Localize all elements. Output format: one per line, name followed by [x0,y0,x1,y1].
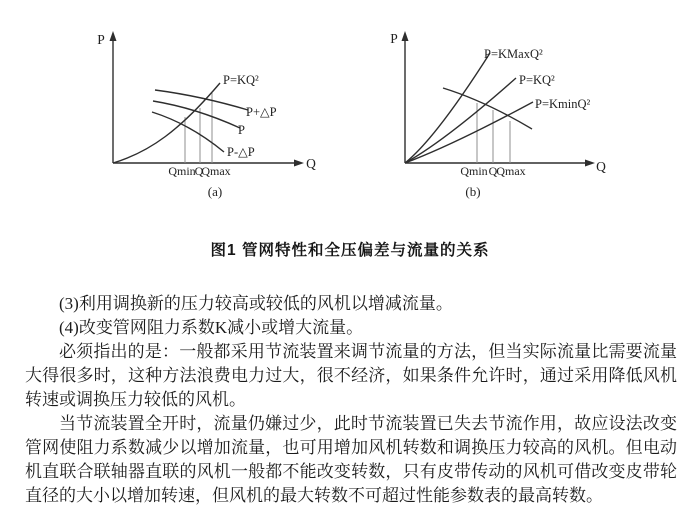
x-axis-arrow-icon [294,160,304,167]
x-axis-label: Q [306,156,316,171]
x-axis-label: Q [596,159,606,174]
body-text [25,292,677,508]
k-curve-label: P=KQ² [519,73,555,87]
x-axis-arrow-icon [585,160,595,167]
kmin-curve-label: P=KminQ² [535,97,591,111]
fan-curve [443,88,532,129]
diagram-a-tag: (a) [207,184,223,199]
fan-plus-label: P+△P [246,105,277,119]
system-curve-label: P=KQ² [223,73,259,87]
y-axis-label: P [97,32,105,47]
paragraph-item-4: (4)改变管网阻力系数K减小或增大流量。 [59,318,364,337]
fan-mid-label: P [238,123,245,137]
system-curve-k [405,78,516,163]
figure-caption: 图1 管网特性和全压偏差与流量的关系 [210,242,490,259]
fan-minus-label: P-△P [227,145,255,159]
system-resistance-curve [113,83,220,163]
tick-qmin: Qmin [168,164,196,178]
diagram-b-tag: (b) [465,184,481,199]
tick-qmax: Qmax [201,164,231,178]
diagram-b [383,8,633,208]
paragraph-note: 必须指出的是：一般都采用节流装置来调节流量的方法，但当实际流量比需要流量大得很多时，这种方法浪费电力过大，很不经济，如果条件允许时，通过采用降低风机转速或调换压力较低的风机。 [25,342,677,409]
kmax-curve-label: P=KMaxQ² [484,47,543,61]
tick-qmin: Qmin [460,164,488,178]
diagram-a [68,8,328,208]
fan-curve-p [153,101,240,128]
tick-qmax: Qmax [496,164,526,178]
system-curve-kmin [405,102,533,163]
paragraph-throttle: 当节流装置全开时，流量仍嫌过少，此时节流装置已失去节流作用，故应设法改变管网使阻力系数减少以增加流量，也可用增加风机转数和调换压力较高的风机。但电动机直联合联轴器直联的风机一般都不能改变转数，只有皮带传动的风机可借改变皮带轮直径的大小以增加转速，但风机的最大转数不可超过性能参数表的最高转数。 [25,414,677,505]
fan-curve-p-plus [155,90,248,110]
paragraph-item-3: (3)利用调换新的压力较高或较低的风机以增减流量。 [59,294,453,313]
y-axis-label: P [390,31,398,46]
y-axis-arrow-icon [110,31,117,41]
tick-q: Q [488,164,498,178]
tick-q: Q [194,164,204,178]
y-axis-arrow-icon [402,31,409,41]
